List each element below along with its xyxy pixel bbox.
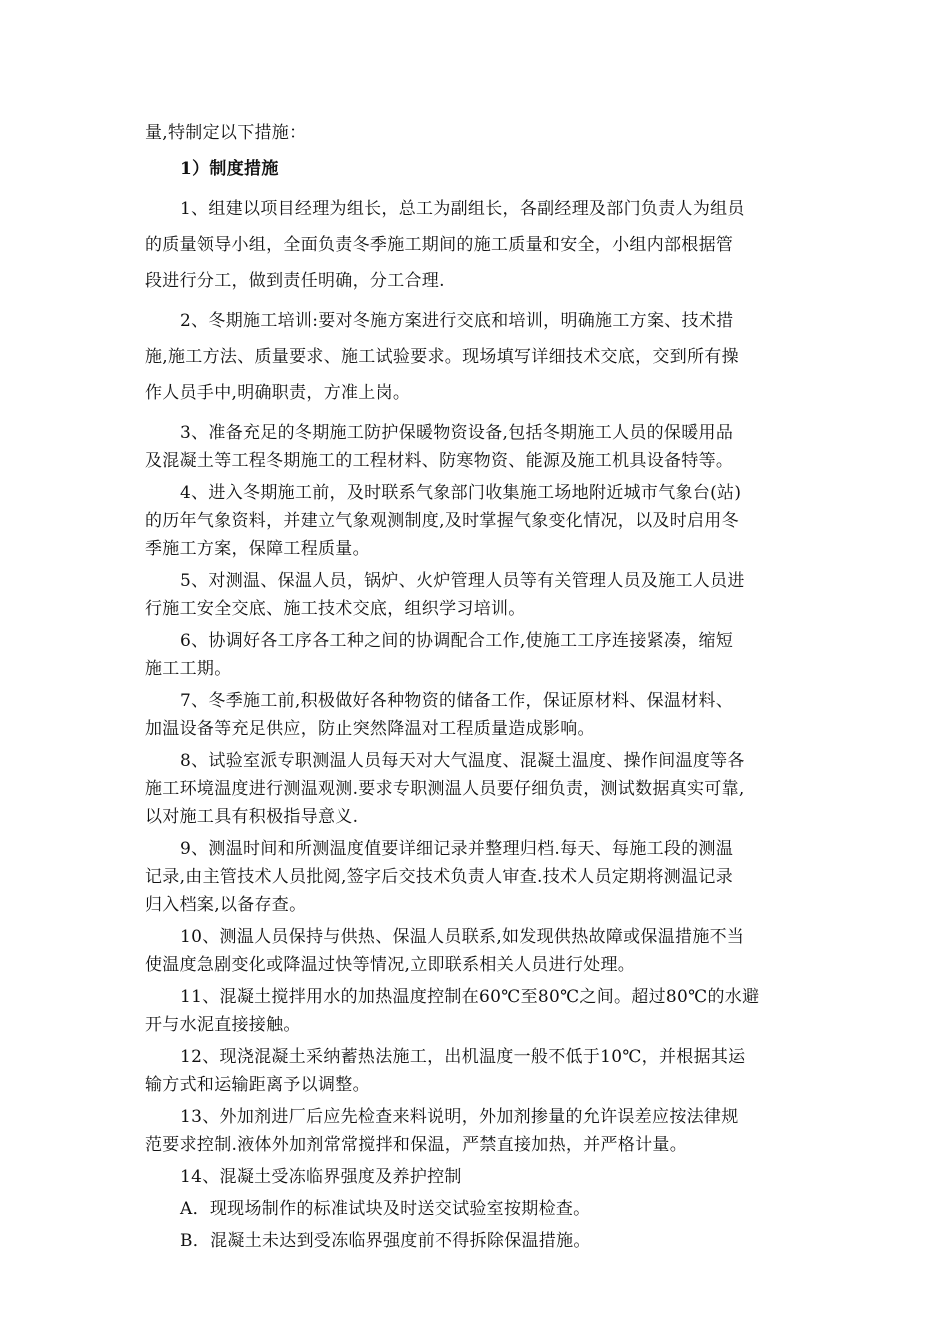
paragraph-line: 6、协调好各工序各工种之间的协调配合工作,使施工工序连接紧凑，缩短 — [180, 631, 734, 651]
paragraph-10 — [145, 923, 813, 979]
paragraph-14 — [145, 1163, 813, 1191]
paragraph-line: B．混凝土未达到受冻临界强度前不得拆除保温措施。 — [180, 1231, 591, 1251]
paragraph-13 — [145, 1103, 813, 1159]
paragraph-line: 以对施工具有积极指导意义. — [145, 807, 359, 827]
paragraph-a — [145, 1195, 813, 1223]
paragraph-line: 13、外加剂进厂后应先检查来料说明，外加剂掺量的允许误差应按法律规 — [180, 1107, 739, 1127]
paragraph-line: 的质量领导小组，全面负责冬季施工期间的施工质量和安全，小组内部根据管 — [145, 235, 734, 255]
paragraph-5 — [145, 567, 813, 623]
paragraph-line: 11、混凝土搅拌用水的加热温度控制在60℃至80℃之间。超过80℃的水避 — [180, 987, 760, 1007]
paragraph-b — [145, 1227, 813, 1255]
paragraph-line: 4、进入冬期施工前，及时联系气象部门收集施工场地附近城市气象台(站) — [180, 483, 742, 503]
paragraph-line: 14、混凝土受冻临界强度及养护控制 — [180, 1167, 462, 1187]
paragraph-line: 段进行分工，做到责任明确，分工合理. — [145, 271, 445, 291]
paragraph-line: 及混凝土等工程冬期施工的工程材料、防寒物资、能源及施工机具设备特等。 — [145, 451, 734, 471]
heading-text: 1）制度措施 — [180, 159, 279, 179]
paragraph-line: 归入档案,以备存查。 — [145, 895, 307, 915]
paragraph-line: 加温设备等充足供应，防止突然降温对工程质量造成影响。 — [145, 719, 595, 739]
paragraph-8 — [145, 747, 813, 831]
paragraph-3 — [145, 419, 813, 475]
paragraph-line: 的历年气象资料，并建立气象观测制度,及时掌握气象变化情况，以及时启用冬 — [145, 511, 739, 531]
paragraph-line: 1、组建以项目经理为组长，总工为副组长，各副经理及部门负责人为组员 — [180, 199, 745, 219]
paragraph-line: 10、测温人员保持与供热、保温人员联系,如发现供热故障或保温措施不当 — [180, 927, 745, 947]
paragraph-2 — [145, 303, 813, 411]
paragraph-line: 范要求控制.液体外加剂常常搅拌和保温，严禁直接加热，并严格计量。 — [145, 1135, 688, 1155]
paragraph-line: 2、冬期施工培训:要对冬施方案进行交底和培训，明确施工方案、技术措 — [180, 311, 734, 331]
paragraph-7 — [145, 687, 813, 743]
paragraph-line: 季施工方案，保障工程质量。 — [145, 539, 370, 559]
paragraph-line: 9、测温时间和所测温度值要详细记录并整理归档.每天、每施工段的测温 — [180, 839, 734, 859]
intro-line: 量,特制定以下措施： — [145, 123, 307, 143]
paragraph-line: 作人员手中,明确职责，方准上岗。 — [145, 383, 411, 403]
paragraph-line: 记录,由主管技术人员批阅,签字后交技术负责人审查.技术人员定期将测温记录 — [145, 867, 734, 887]
paragraph-12 — [145, 1043, 813, 1099]
paragraph-line: 开与水泥直接接触。 — [145, 1015, 301, 1035]
paragraph-line: 5、对测温、保温人员，锅炉、火炉管理人员等有关管理人员及施工人员进 — [180, 571, 745, 591]
section-heading — [145, 151, 813, 187]
paragraph-line: 施工工期。 — [145, 659, 232, 679]
intro-paragraph — [145, 115, 813, 151]
paragraph-4 — [145, 479, 813, 563]
paragraph-line: 7、冬季施工前,积极做好各种物资的储备工作，保证原材料、保温材料、 — [180, 691, 734, 711]
paragraph-line: 行施工安全交底、施工技术交底，组织学习培训。 — [145, 599, 526, 619]
paragraph-line: 施工环境温度进行测温观测.要求专职测温人员要仔细负责，测试数据真实可靠, — [145, 779, 745, 799]
paragraph-line: 3、准备充足的冬期施工防护保暖物资设备,包括冬期施工人员的保暖用品 — [180, 423, 734, 443]
paragraph-1 — [145, 191, 813, 299]
paragraph-line: 施,施工方法、质量要求、施工试验要求。现场填写详细技术交底，交到所有操 — [145, 347, 739, 367]
paragraph-line: 12、现浇混凝土采纳蓄热法施工，出机温度一般不低于10℃，并根据其运 — [180, 1047, 746, 1067]
paragraph-6 — [145, 627, 813, 683]
document-page — [145, 118, 813, 1255]
paragraph-line: 8、试验室派专职测温人员每天对大气温度、混凝土温度、操作间温度等各 — [180, 751, 745, 771]
paragraph-11 — [145, 983, 813, 1039]
paragraph-line: A．现现场制作的标准试块及时送交试验室按期检查。 — [180, 1199, 591, 1219]
paragraph-line: 输方式和运输距离予以调整。 — [145, 1075, 370, 1095]
paragraph-9 — [145, 835, 813, 919]
paragraph-line: 使温度急剧变化或降温过快等情况,立即联系相关人员进行处理。 — [145, 955, 636, 975]
